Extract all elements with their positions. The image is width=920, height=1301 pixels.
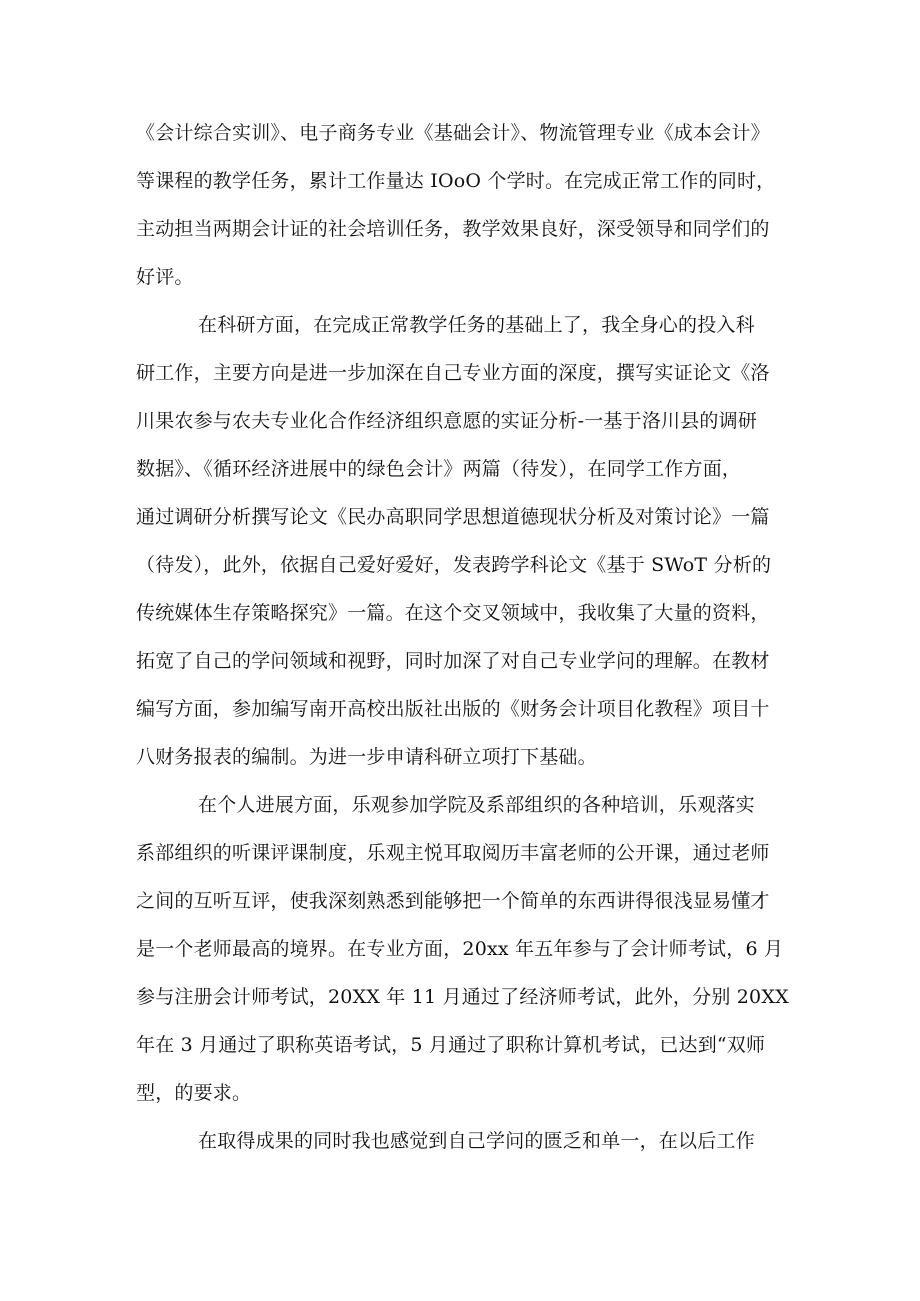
text-line: 之间的互听互评，使我深刻熟悉到能够把一个简单的东西讲得很浅显易懂才 [136,890,770,912]
text-line: 《会计综合实训》、电子商务专业《基础会计》、物流管理专业《成本会计》 [136,122,770,144]
text-line: 是一个老师最高的境界。在专业方面，20xx 年五年参与了会计师考试，6 月 [136,938,784,960]
text-line: 拓宽了自己的学问领域和视野，同时加深了对自己专业学问的理解。在教材 [136,650,770,672]
text-line: 年在 3 月通过了职称英语考试，5 月通过了职称计算机考试，已达到“双师 [136,1034,766,1056]
text-line: 参与注册会计师考试，20XX 年 11 月通过了经济师考试，此外，分别 20XX [136,986,789,1008]
paragraph-start-line: 在科研方面，在完成正常教学任务的基础上了，我全身心的投入科 [198,314,755,336]
text-line: 通过调研分析撰写论文《民办高职同学思想道德现状分析及对策讨论》一篇 [136,506,770,528]
text-line: 传统媒体生存策略探究》一篇。在这个交叉领域中，我收集了大量的资料， [136,602,770,624]
text-line: 系部组织的听课评课制度，乐观主悦耳取阅历丰富老师的公开课，通过老师 [136,842,770,864]
paragraph-start-line: 在取得成果的同时我也感觉到自己学问的匮乏和单一，在以后工作 [198,1130,755,1152]
text-line: 编写方面，参加编写南开高校出版社出版的《财务会计项目化教程》项目十 [136,698,770,720]
text-line: 川果农参与农夫专业化合作经济组织意愿的实证分析-一基于洛川县的调研 [136,410,758,432]
text-line: 型，的要求。 [136,1082,252,1104]
text-line: 八财务报表的编制。为进一步申请科研立项打下基础。 [136,746,597,768]
paragraph-start-line: 在个人进展方面，乐观参加学院及系部组织的各种培训，乐观落实 [198,794,755,816]
text-line: 研工作，主要方向是进一步加深在自己专业方面的深度，撰写实证论文《洛 [136,362,770,384]
text-line: 好评。 [136,266,194,288]
text-line: 等课程的教学任务，累计工作量达 IOoO 个学时。在完成正常工作的同时， [136,170,776,192]
text-line: 数据》、《循环经济进展中的绿色会计》两篇（待发），在同学工作方面， [136,458,742,480]
text-line: 主动担当两期会计证的社会培训任务，教学效果良好，深受领导和同学们的 [136,218,770,240]
text-line: （待发），此外，依据自己爱好爱好，发表跨学科论文《基于 SWoT 分析的 [136,554,772,576]
